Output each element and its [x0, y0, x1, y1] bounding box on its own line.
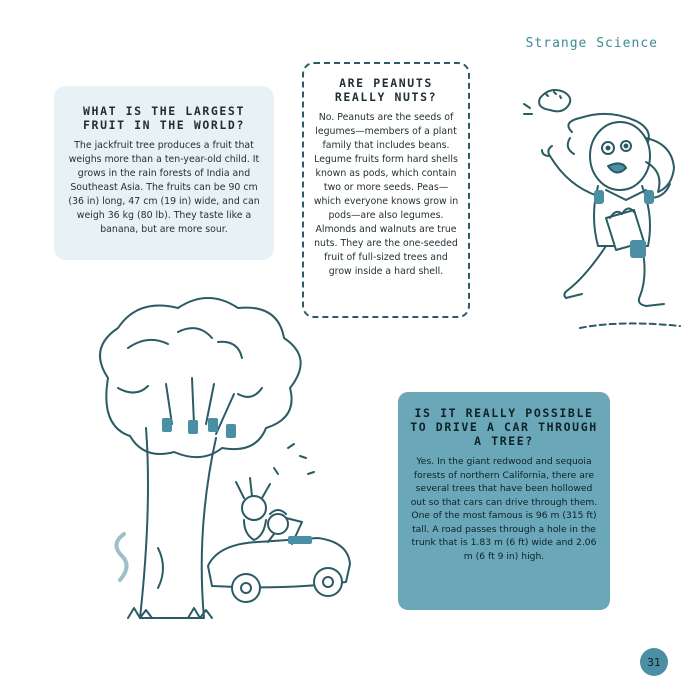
girl-with-peanut-bag-illustration — [510, 78, 690, 348]
peanuts-fact-box — [302, 62, 470, 318]
peanuts-title: ARE PEANUTS REALLY NUTS? — [334, 76, 438, 104]
jackfruit-body: The jackfruit tree produces a fruit that weighs more than a ten-year-old child. It grows in the rain forests of India and Southeast Asia. The fruits can be 90 cm (36 in) long, 47 cm (19 in) wide, and can weigh 36 kg (80 lb). They taste like a banana, but are more sour. — [68, 140, 260, 235]
jackfruit-fact-box — [54, 86, 274, 260]
jackfruit-title: WHAT IS THE LARGEST FRUIT IN THE WORLD? — [83, 104, 245, 132]
redwood-title: IS IT REALLY POSSIBLE TO DRIVE A CAR THROUGH A TREE? — [410, 406, 598, 448]
tree-with-car-illustration — [58, 298, 378, 658]
redwood-fact-box — [398, 392, 610, 610]
peanuts-body: No. Peanuts are the seeds of legumes—members of a plant family that includes beans. Legume fruits form hard shells known as pods, which contain two or more seeds. Peas—which everyone knows grow in pods—are also legumes. Almonds and walnuts are true nuts. They are the one-seeded fruit of full-sized trees and grow inside a hard shell. — [313, 112, 459, 277]
redwood-body: Yes. In the giant redwood and sequoia forests of northern California, there are several trees that have been hollowed out so that cars can drive through them. One of the most famous is 96 m (315 ft) tall. A road passes through a hole in the trunk that is 1.83 m (6 ft) wide and 2.06 m (6 ft 9 in) high. — [410, 456, 598, 562]
section-title: Strange Science — [525, 36, 658, 51]
page-number: 31 — [640, 648, 668, 676]
